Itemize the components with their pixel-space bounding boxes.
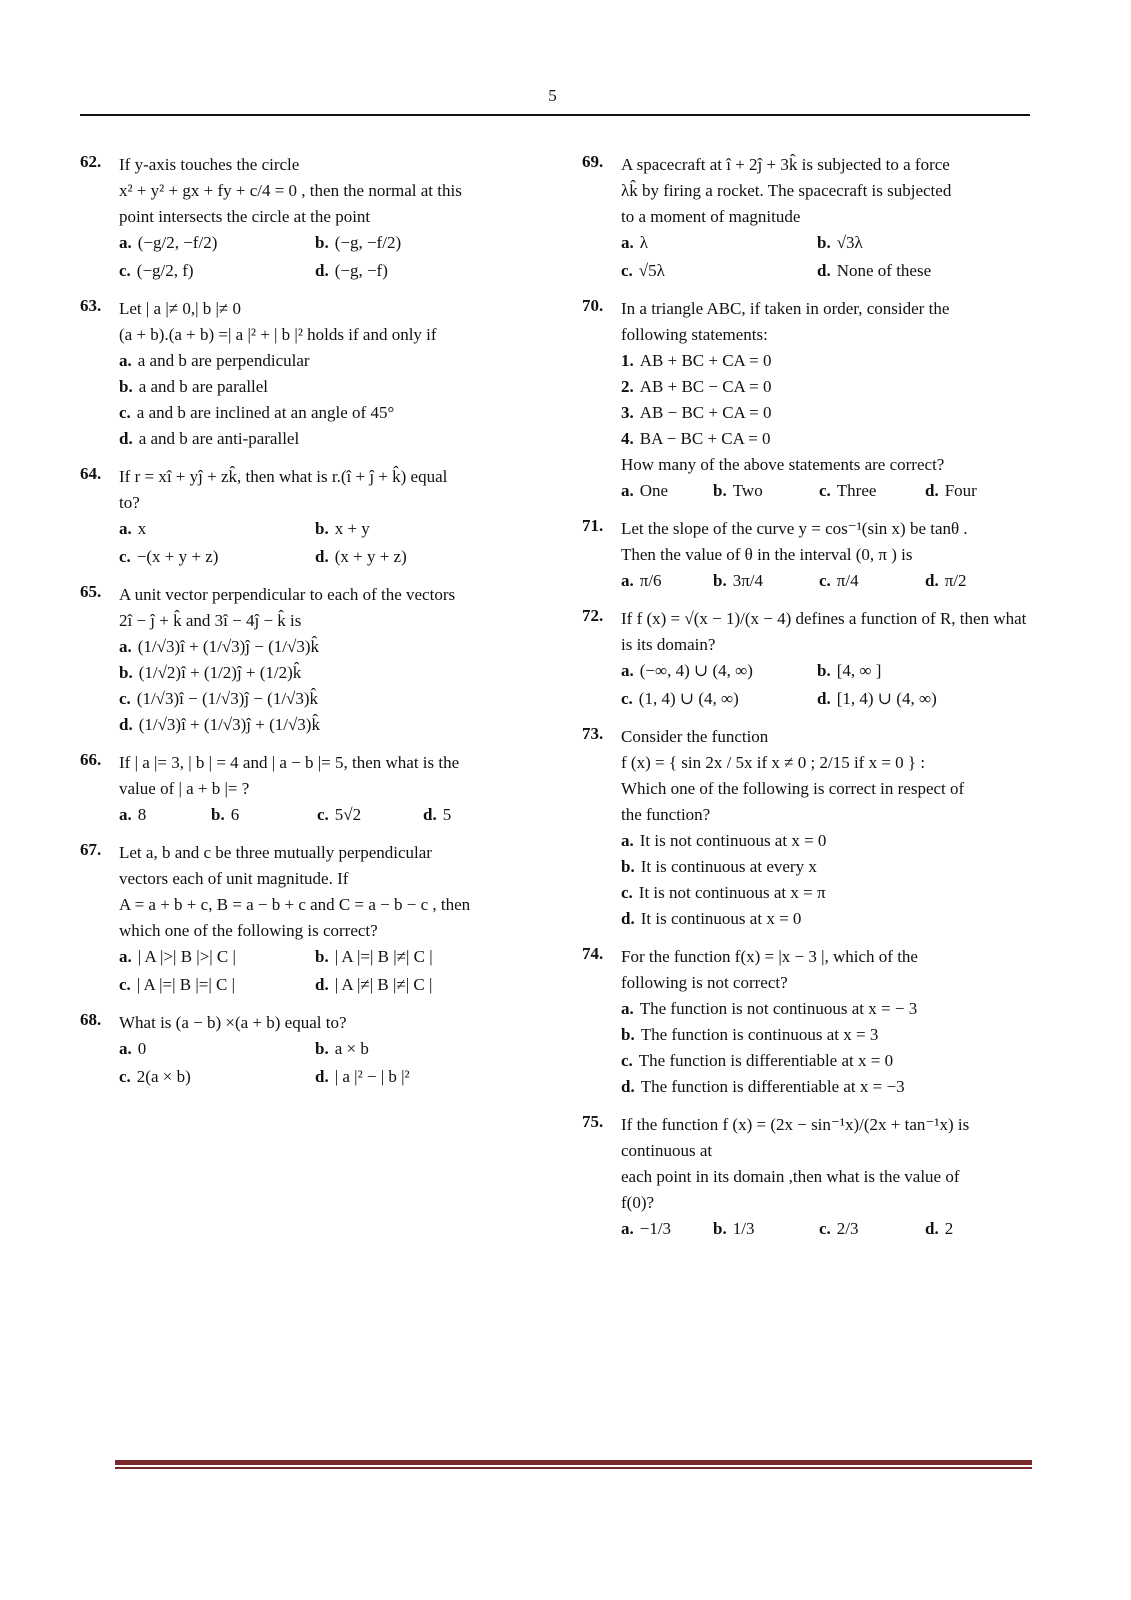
answer-option — [817, 258, 1013, 284]
answer-option — [119, 544, 315, 570]
option-text: 1/3 — [732, 1219, 755, 1238]
answer-option — [119, 230, 315, 256]
question-text-line: following is not correct? — [621, 973, 788, 992]
question-body — [582, 606, 1047, 712]
question-number: 74. — [582, 944, 604, 963]
question-text-line: If f (x) = √(x − 1)/(x − 4) defines a function of R, then what — [621, 609, 1027, 628]
question-number: 70. — [582, 296, 604, 315]
option-text: (−g, −f/2) — [334, 233, 402, 252]
option-text: It is not continuous at x = 0 — [639, 831, 827, 850]
option-text: The function is differentiable at x = 0 — [638, 1051, 894, 1070]
options-row — [621, 568, 1047, 594]
option-key: b. — [713, 571, 727, 590]
question — [80, 152, 535, 284]
top-rule — [80, 114, 1030, 116]
option-list — [119, 634, 535, 738]
answer-option — [925, 1216, 1045, 1242]
answer-option — [315, 944, 511, 970]
option-list — [621, 996, 1047, 1100]
question-body — [80, 152, 535, 284]
option-key: a. — [621, 571, 634, 590]
option-key: a. — [119, 1039, 132, 1058]
option-text: The function is differentiable at x = −3 — [640, 1077, 905, 1096]
option-text: 2/3 — [836, 1219, 859, 1238]
options-row — [621, 1216, 1047, 1242]
question-text-line: which one of the following is correct? — [119, 921, 378, 940]
option-key: b. — [621, 1025, 635, 1044]
option-text: | a |² − | b |² — [334, 1067, 410, 1086]
option-key: b. — [315, 519, 329, 538]
option-text: | A |>| B |>| C | — [137, 947, 236, 966]
question-text-line: A unit vector perpendicular to each of the vectors — [119, 585, 456, 604]
option-key: c. — [819, 481, 831, 500]
answer-option — [119, 972, 315, 998]
option-key: c. — [119, 689, 131, 708]
option-text: (1/√3)î + (1/√3)ĵ + (1/√3)k̂ — [138, 715, 320, 734]
option-text: a and b are parallel — [138, 377, 269, 396]
option-key: 3. — [621, 403, 634, 422]
answer-option — [315, 544, 511, 570]
question-number: 62. — [80, 152, 102, 171]
answer-option — [119, 1064, 315, 1090]
question-text-line: A = a + b + c, B = a − b + c and C = a − b − c , then — [119, 895, 471, 914]
question — [582, 724, 1047, 932]
question-text-line: Let a, b and c be three mutually perpendicular — [119, 843, 432, 862]
option-text: a × b — [334, 1039, 369, 1058]
answer-option — [119, 802, 211, 828]
option-key: a. — [119, 351, 132, 370]
option-text: It is not continuous at x = π — [638, 883, 826, 902]
question-text-line: If r = xî + yĵ + zk̂, then what is r.(î + ĵ + k̂) equal — [119, 467, 448, 486]
option-key: c. — [621, 261, 633, 280]
option-text: π/6 — [639, 571, 662, 590]
option-text: (1, 4) ∪ (4, ∞) — [638, 689, 739, 708]
option-text: λ — [639, 233, 648, 252]
question-body — [80, 1010, 535, 1090]
option-key: b. — [315, 233, 329, 252]
question-body — [582, 516, 1047, 594]
options-row — [119, 802, 535, 828]
option-text: Two — [732, 481, 763, 500]
option-key: a. — [119, 805, 132, 824]
right-column — [582, 152, 1047, 1254]
option-key: a. — [119, 519, 132, 538]
list-item — [119, 348, 535, 374]
option-key: a. — [621, 1219, 634, 1238]
question — [582, 1112, 1047, 1242]
question-text-line: f(0)? — [621, 1193, 655, 1212]
question-text-line: For the function f(x) = |x − 3 |, which of the — [621, 947, 918, 966]
option-key: c. — [621, 689, 633, 708]
option-text: √5λ — [638, 261, 665, 280]
question — [582, 152, 1047, 284]
option-key: c. — [119, 975, 131, 994]
option-text: (1/√3)î + (1/√3)ĵ − (1/√3)k̂ — [137, 637, 319, 656]
option-text: (−g, −f) — [334, 261, 388, 280]
option-key: b. — [621, 857, 635, 876]
question-text-line: Let | a |≠ 0,| b |≠ 0 — [119, 299, 241, 318]
answer-option — [315, 516, 511, 542]
list-item — [621, 828, 1047, 854]
option-text: a and b are inclined at an angle of 45° — [136, 403, 395, 422]
answer-option — [819, 568, 925, 594]
option-key: b. — [315, 1039, 329, 1058]
question-text-line: x² + y² + gx + fy + c/4 = 0 , then the normal at this — [119, 181, 462, 200]
question-number: 64. — [80, 464, 102, 483]
question — [80, 750, 535, 828]
options-grid — [119, 516, 535, 570]
answer-option — [621, 568, 713, 594]
option-key: 1. — [621, 351, 634, 370]
question-text-line: λk̂ by firing a rocket. The spacecraft is subjected — [621, 181, 952, 200]
answer-option — [315, 972, 511, 998]
answer-option — [119, 944, 315, 970]
option-text: (−g/2, f) — [136, 261, 194, 280]
question-text-line: to? — [119, 493, 140, 512]
answer-option — [713, 1216, 819, 1242]
option-text: (x + y + z) — [334, 547, 407, 566]
answer-option — [621, 686, 817, 712]
option-text: x + y — [334, 519, 370, 538]
option-key: d. — [817, 261, 831, 280]
list-item — [621, 1022, 1047, 1048]
option-text: π/4 — [836, 571, 859, 590]
answer-option — [423, 802, 543, 828]
list-item — [621, 1048, 1047, 1074]
question-body — [80, 840, 535, 998]
question-body — [582, 944, 1047, 1100]
option-text: Three — [836, 481, 877, 500]
list-item — [621, 348, 1047, 374]
options-grid — [621, 658, 1047, 712]
option-text: The function is continuous at x = 3 — [640, 1025, 879, 1044]
answer-option — [817, 230, 1013, 256]
question-body — [582, 724, 1047, 932]
option-key: d. — [817, 689, 831, 708]
list-item — [119, 400, 535, 426]
option-text: 0 — [137, 1039, 147, 1058]
list-item — [621, 880, 1047, 906]
option-key: 2. — [621, 377, 634, 396]
question-number: 75. — [582, 1112, 604, 1131]
answer-option — [621, 230, 817, 256]
question-text-line: If | a |= 3, | b | = 4 and | a − b |= 5, then what is the — [119, 753, 460, 772]
option-key: b. — [211, 805, 225, 824]
answer-option — [621, 658, 817, 684]
answer-option — [317, 802, 423, 828]
options-grid — [621, 230, 1047, 284]
option-text: [4, ∞ ] — [836, 661, 882, 680]
list-item — [621, 400, 1047, 426]
list-item — [621, 996, 1047, 1022]
answer-option — [621, 478, 713, 504]
left-column — [80, 152, 535, 1102]
options-grid — [119, 1036, 535, 1090]
answer-option — [315, 1036, 511, 1062]
option-text: AB + BC − CA = 0 — [639, 377, 772, 396]
question-number: 65. — [80, 582, 102, 601]
answer-option — [925, 568, 1045, 594]
option-key: a. — [119, 947, 132, 966]
question-body — [80, 296, 535, 452]
option-text: −1/3 — [639, 1219, 672, 1238]
option-text: π/2 — [944, 571, 967, 590]
question-number: 68. — [80, 1010, 102, 1029]
question-body — [80, 750, 535, 828]
question-text-line: f (x) = { sin 2x / 5x if x ≠ 0 ; 2/15 if x = 0 } : — [621, 753, 926, 772]
question-number: 66. — [80, 750, 102, 769]
question — [80, 464, 535, 570]
option-text: It is continuous at every x — [640, 857, 817, 876]
question-text-line: How many of the above statements are correct? — [621, 455, 945, 474]
option-key: d. — [621, 1077, 635, 1096]
option-list — [119, 348, 535, 452]
answer-option — [315, 1064, 511, 1090]
question-number: 71. — [582, 516, 604, 535]
answer-option — [621, 258, 817, 284]
question-text-line: In a triangle ABC, if taken in order, consider the — [621, 299, 950, 318]
option-key: b. — [817, 661, 831, 680]
option-key: c. — [119, 547, 131, 566]
option-key: b. — [119, 663, 133, 682]
question-text-line: vectors each of unit magnitude. If — [119, 869, 349, 888]
option-key: d. — [315, 261, 329, 280]
question — [80, 1010, 535, 1090]
option-key: c. — [819, 1219, 831, 1238]
answer-option — [119, 516, 315, 542]
option-text: 3π/4 — [732, 571, 764, 590]
question — [582, 606, 1047, 712]
option-key: d. — [925, 571, 939, 590]
option-key: b. — [817, 233, 831, 252]
option-text: (1/√2)î + (1/2)ĵ + (1/2)k̂ — [138, 663, 302, 682]
option-key: b. — [315, 947, 329, 966]
option-key: a. — [119, 637, 132, 656]
option-text: Four — [944, 481, 977, 500]
options-grid — [119, 944, 535, 998]
list-item — [119, 634, 535, 660]
option-key: d. — [119, 429, 133, 448]
question — [582, 516, 1047, 594]
option-text: x — [137, 519, 147, 538]
option-key: b. — [713, 1219, 727, 1238]
question-number: 63. — [80, 296, 102, 315]
answer-option — [925, 478, 1045, 504]
list-item — [621, 854, 1047, 880]
question-text-line: point intersects the circle at the point — [119, 207, 371, 226]
option-text: AB + BC + CA = 0 — [639, 351, 772, 370]
option-key: a. — [621, 999, 634, 1018]
question-text-line: (a + b).(a + b) =| a |² + | b |² holds if and only if — [119, 325, 437, 344]
question-text-line: If the function f (x) = (2x − sin⁻¹x)/(2x + tan⁻¹x) is continuous at — [621, 1115, 970, 1160]
question-number: 72. — [582, 606, 604, 625]
option-text: a and b are anti-parallel — [138, 429, 300, 448]
list-item — [621, 374, 1047, 400]
question-body — [80, 582, 535, 738]
list-item — [119, 426, 535, 452]
question — [582, 296, 1047, 504]
option-text: (1/√3)î − (1/√3)ĵ − (1/√3)k̂ — [136, 689, 319, 708]
option-text: | A |=| B |≠| C | — [334, 947, 433, 966]
list-item — [119, 660, 535, 686]
option-text: AB − BC + CA = 0 — [639, 403, 772, 422]
option-text: BA − BC + CA = 0 — [639, 429, 771, 448]
list-item — [119, 686, 535, 712]
question — [582, 944, 1047, 1100]
option-key: a. — [621, 661, 634, 680]
option-key: d. — [925, 481, 939, 500]
footer-rule-thick — [115, 1460, 1032, 1465]
answer-option — [817, 686, 1013, 712]
option-key: c. — [119, 403, 131, 422]
option-key: c. — [819, 571, 831, 590]
question-body — [582, 152, 1047, 284]
option-text: √3λ — [836, 233, 863, 252]
options-row — [621, 478, 1047, 504]
option-text: 8 — [137, 805, 147, 824]
option-text: −(x + y + z) — [136, 547, 219, 566]
option-key: d. — [315, 1067, 329, 1086]
question-text-line: each point in its domain ,then what is the value of — [621, 1167, 960, 1186]
question-body — [582, 296, 1047, 504]
option-key: c. — [119, 1067, 131, 1086]
question-number: 67. — [80, 840, 102, 859]
option-text: 6 — [230, 805, 240, 824]
question — [80, 296, 535, 452]
question — [80, 840, 535, 998]
option-key: c. — [317, 805, 329, 824]
option-text: | A |=| B |=| C | — [136, 975, 235, 994]
question — [80, 582, 535, 738]
question-body — [582, 1112, 1047, 1242]
question-body — [80, 464, 535, 570]
options-grid — [119, 230, 535, 284]
question-text-line: What is (a − b) ×(a + b) equal to? — [119, 1013, 347, 1032]
option-list — [621, 348, 1047, 452]
answer-option — [819, 1216, 925, 1242]
answer-option — [621, 1216, 713, 1242]
option-key: a. — [621, 831, 634, 850]
option-text: | A |≠| B |≠| C | — [334, 975, 433, 994]
option-key: a. — [621, 233, 634, 252]
footer-rule-thin — [115, 1467, 1032, 1469]
option-text: 5√2 — [334, 805, 362, 824]
option-key: d. — [925, 1219, 939, 1238]
option-key: d. — [315, 975, 329, 994]
list-item — [119, 374, 535, 400]
list-item — [621, 1074, 1047, 1100]
option-text: 5 — [442, 805, 452, 824]
option-text: None of these — [836, 261, 932, 280]
option-text: (−g/2, −f/2) — [137, 233, 218, 252]
question-text-line: Then the value of θ in the interval (0, π ) is — [621, 545, 913, 564]
option-key: d. — [315, 547, 329, 566]
option-key: d. — [119, 715, 133, 734]
question-text-line: value of | a + b |= ? — [119, 779, 250, 798]
question-text-line: 2î − ĵ + k̂ and 3î − 4ĵ − k̂ is — [119, 611, 302, 630]
answer-option — [713, 568, 819, 594]
question-text-line: is its domain? — [621, 635, 716, 654]
option-key: a. — [621, 481, 634, 500]
list-item — [621, 426, 1047, 452]
option-key: d. — [621, 909, 635, 928]
answer-option — [119, 1036, 315, 1062]
option-text: The function is not continuous at x = − 3 — [639, 999, 918, 1018]
question-text-line: to a moment of magnitude — [621, 207, 801, 226]
option-text: One — [639, 481, 669, 500]
question-text-line: If y-axis touches the circle — [119, 155, 300, 174]
answer-option — [819, 478, 925, 504]
answer-option — [315, 230, 511, 256]
answer-option — [211, 802, 317, 828]
option-text: a and b are perpendicular — [137, 351, 310, 370]
page-number: 5 — [548, 86, 557, 105]
option-key: d. — [423, 805, 437, 824]
question-text-line: Which one of the following is correct in respect of — [621, 779, 965, 798]
list-item — [621, 906, 1047, 932]
option-key: 4. — [621, 429, 634, 448]
option-text: [1, 4) ∪ (4, ∞) — [836, 689, 937, 708]
answer-option — [315, 258, 511, 284]
option-key: b. — [713, 481, 727, 500]
answer-option — [119, 258, 315, 284]
option-key: c. — [621, 1051, 633, 1070]
question-number: 69. — [582, 152, 604, 171]
option-text: It is continuous at x = 0 — [640, 909, 802, 928]
option-key: b. — [119, 377, 133, 396]
answer-option — [817, 658, 1013, 684]
question-text-line: following statements: — [621, 325, 768, 344]
answer-option — [713, 478, 819, 504]
question-text-line: the function? — [621, 805, 711, 824]
option-list — [621, 828, 1047, 932]
option-text: (−∞, 4) ∪ (4, ∞) — [639, 661, 753, 680]
option-key: c. — [119, 261, 131, 280]
option-text: 2 — [944, 1219, 954, 1238]
option-text: 2(a × b) — [136, 1067, 191, 1086]
option-key: c. — [621, 883, 633, 902]
question-number: 73. — [582, 724, 604, 743]
question-text-line: Consider the function — [621, 727, 769, 746]
question-text-line: Let the slope of the curve y = cos⁻¹(sin x) be tanθ . — [621, 519, 968, 538]
list-item — [119, 712, 535, 738]
question-text-line: A spacecraft at î + 2ĵ + 3k̂ is subjected to a force — [621, 155, 950, 174]
option-key: a. — [119, 233, 132, 252]
